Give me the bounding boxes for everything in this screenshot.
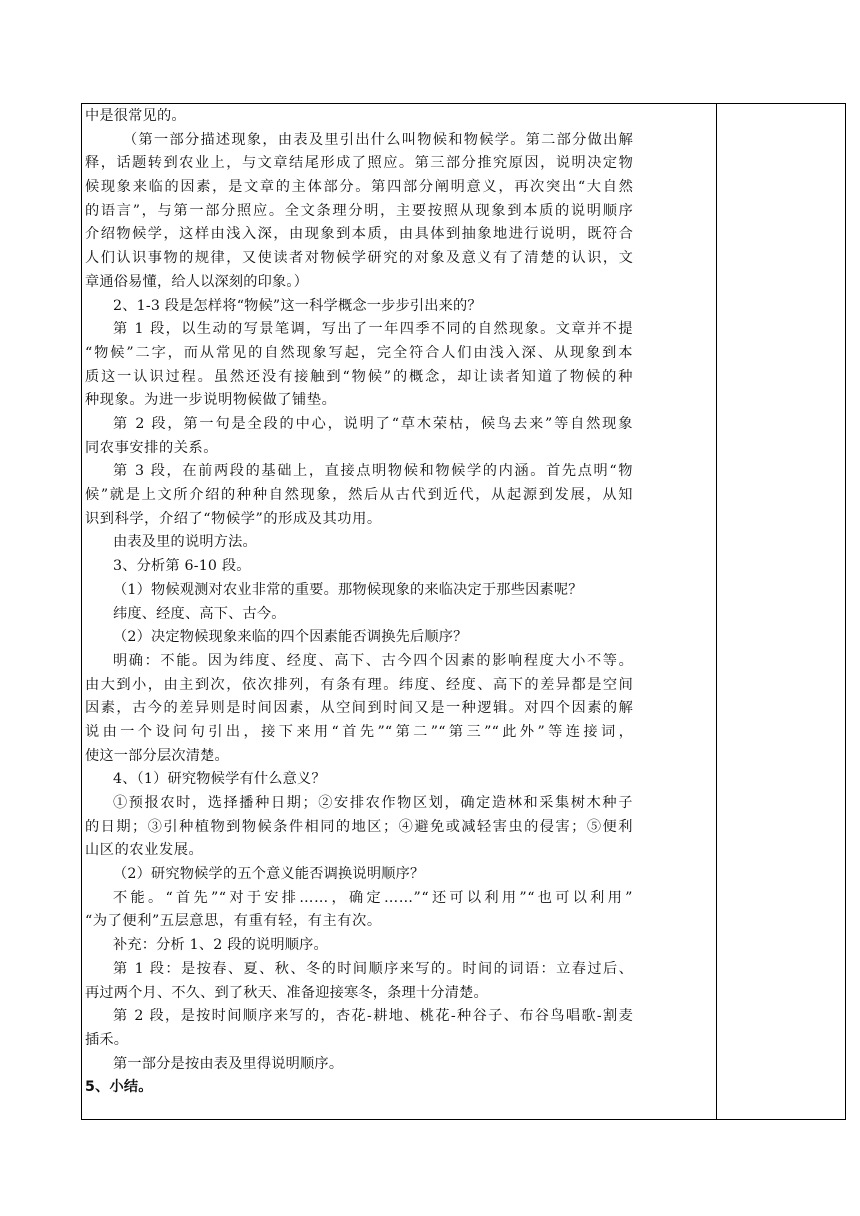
text-line: “物候”二字，而从常见的自然现象写起，完全符合人们由浅入深、从现象到本 xyxy=(85,344,633,361)
text-line: 候”就是上文所介绍的种种自然现象，然后从古代到近代，从起源到发展，从知 xyxy=(85,487,633,504)
text-line: 纬度、经度、高下、古今。 xyxy=(113,605,286,622)
question-line: （2）研究物候学的五个意义能否调换说明顺序？ xyxy=(113,866,425,883)
text-line: “为了便利”五层意思，有重有轻，有主有次。 xyxy=(85,913,382,930)
text-line: 第 2 段，是按时间顺序来写的，杏花-耕地、桃花-种谷子、布谷鸟唱歌-割麦 xyxy=(113,1008,633,1025)
text-line: ①预报农时，选择播种日期；②安排农作物区划，确定造林和采集树木种子 xyxy=(113,795,633,812)
text-line: 的日期；③引种植物到物候条件相同的地区；④避免或减轻害虫的侵害；⑤便利 xyxy=(85,818,633,835)
question-line: 3、分析第 6-10 段。 xyxy=(113,558,251,575)
text-line: 由表及里的说明方法。 xyxy=(113,534,257,551)
text-line: 山区的农业发展。 xyxy=(85,842,204,859)
text-line: 候现象来临的因素，是文章的主体部分。第四部分阐明意义，再次突出“大自然 xyxy=(85,179,633,196)
text-line: （第一部分描述现象，由表及里引出什么叫物候和物候学。第二部分做出解 xyxy=(123,131,633,148)
text-line: 介绍物候学，这样由浅入深，由现象到本质，由具体到抽象地进行说明，既符合 xyxy=(85,226,633,243)
column-divider xyxy=(716,104,717,1119)
text-line: 第 1 段：是按春、夏、秋、冬的时间顺序来写的。时间的词语：立春过后、 xyxy=(113,960,633,977)
text-line: 人们认识事物的规律，又使读者对物候学研究的对象及意义有了清楚的认识，文 xyxy=(85,250,633,267)
question-line: 5、小结。 xyxy=(85,1079,153,1096)
text-line: 因素，古今的差异则是时间因素，从空间到时间又是一种逻辑。对四个因素的解 xyxy=(85,700,633,717)
question-line: 4、（1）研究物候学有什么意义？ xyxy=(113,771,326,788)
text-line: 章通俗易懂，给人以深刻的印象。） xyxy=(85,273,309,290)
text-line: 第一部分是按由表及里得说明顺序。 xyxy=(113,1055,344,1072)
question-line: 2、1-3 段是怎样将“物候”这一科学概念一步步引出来的？ xyxy=(113,297,482,314)
text-line: 插禾。 xyxy=(85,1031,129,1048)
text-line: 释，话题转到农业上，与文章结尾形成了照应。第三部分推究原因，说明决定物 xyxy=(85,155,633,172)
text-line: 再过两个月、不久、到了秋天、准备迎接寒冬，条理十分清楚。 xyxy=(85,984,488,1001)
text-line: 第 2 段，第一句是全段的中心，说明了“草木荣枯，候鸟去来”等自然现象 xyxy=(113,415,633,432)
lesson-table xyxy=(81,103,846,1120)
text-line: 第 3 段，在前两段的基础上，直接点明物候和物候学的内涵。首先点明“物 xyxy=(113,463,633,480)
text-line: 质这一认识过程。虽然还没有接触到“物候”的概念，却让读者知道了物候的种 xyxy=(85,368,633,385)
text-line: 的语言”，与第一部分照应。全文条理分明，主要按照从现象到本质的说明顺序 xyxy=(85,202,633,219)
text-line: 由大到小，由主到次，依次排列，有条有理。纬度、经度、高下的差异都是空间 xyxy=(85,676,633,693)
text-line: 说由一个设问句引出，接下来用“首先”“第二”“第三”“此外”等连接词， xyxy=(85,723,633,740)
text-line: 同农事安排的关系。 xyxy=(85,439,219,456)
text-line: 识到科学，介绍了“物候学”的形成及其功用。 xyxy=(85,510,382,527)
text-line: 第 1 段，以生动的写景笔调，写出了一年四季不同的自然现象。文章并不提 xyxy=(113,321,633,338)
question-line: （2）决定物候现象来临的四个因素能否调换先后顺序？ xyxy=(113,629,468,646)
text-line: 中是很常见的。 xyxy=(85,108,186,124)
text-line: 补充：分析 1、2 段的说明顺序。 xyxy=(113,937,328,954)
question-line: （1）物候观测对农业非常的重要。那物候现象的来临决定于那些因素呢？ xyxy=(113,581,583,598)
text-line: 种现象。为进一步说明物候做了铺垫。 xyxy=(85,392,337,409)
text-line: 不能。“首先”“对于安排……，确定……”“还可以利用”“也可以利用” xyxy=(113,889,633,906)
text-line: 明确：不能。因为纬度、经度、高下、古今四个因素的影响程度大小不等。 xyxy=(113,652,633,669)
text-line: 使这一部分层次清楚。 xyxy=(85,747,229,764)
